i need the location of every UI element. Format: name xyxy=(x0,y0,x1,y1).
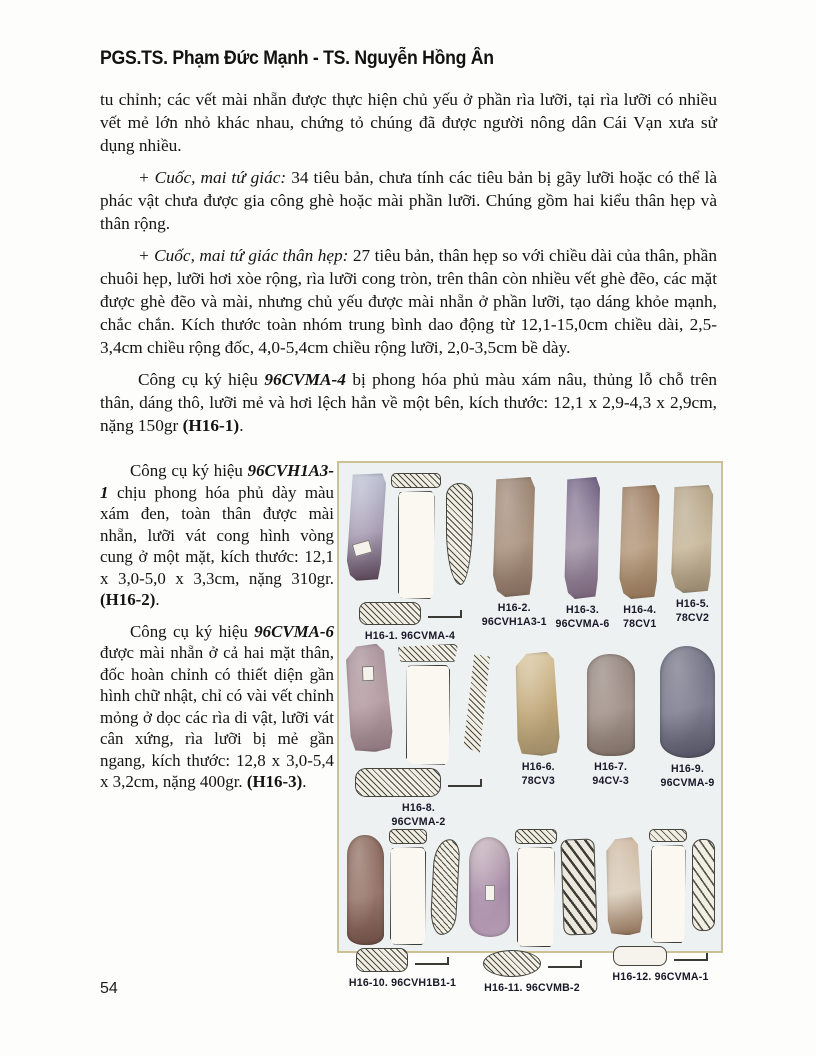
paragraph-text: 34 tiêu bản, chưa tính các tiêu bản bị gãy lưỡi hoặc có thể là phác vật chưa được gia công ghè hoặc mài phần lưỡi. Chúng gồm hai kiểu thân hẹp và thân rộng. xyxy=(100,168,717,233)
specimen-h16-12 xyxy=(606,829,715,985)
specimen-line-drawing xyxy=(390,847,426,945)
blade-profile-section-icon xyxy=(430,839,461,936)
figure-row xyxy=(347,829,715,996)
paragraph-text: được mài nhẵn ở cả hai mặt thân, đốc hoàn chỉnh có thiết diện gần hình chữ nhật, chỉ có vài vết chỉnh mỏng ở dọc các rìa di vật, lưỡi vát cân xứng, rìa lưỡi bị mẻ gần ngang, kích thước: 12,8 x 3,0-5,4 x 3,2cm, nặng 400gr. xyxy=(100,643,334,791)
cross-section-icon xyxy=(483,950,541,977)
specimen-shapes xyxy=(347,644,490,765)
paragraph-continuation xyxy=(100,88,717,157)
specimen-shapes xyxy=(660,644,715,758)
figure-reference: (H16-3) xyxy=(246,772,303,791)
specimen-shapes xyxy=(347,473,473,599)
specimen-label: H16-1. 96CVMA-4 xyxy=(364,630,456,642)
specimen-shapes xyxy=(469,829,596,947)
paragraph-cuoc-mai-tu-giac xyxy=(100,166,717,235)
specimen-line-drawing xyxy=(398,491,435,599)
specimen-h16-7 xyxy=(587,644,635,789)
paragraph-96cvma6 xyxy=(100,621,334,793)
paragraph-text: . xyxy=(302,772,307,791)
specimen-photo xyxy=(469,837,510,937)
top-cross-section-icon xyxy=(649,829,687,842)
specimen-photo xyxy=(618,485,661,599)
paragraph-96cvh1a3-1 xyxy=(100,460,334,611)
top-cross-section-icon xyxy=(391,473,441,488)
paragraph-than-hep xyxy=(100,244,717,359)
specimen-h16-9 xyxy=(660,644,715,791)
section-row xyxy=(356,948,449,972)
page-header-authors: PGS.TS. Phạm Đức Mạnh - TS. Nguyễn Hồng Ân xyxy=(100,48,494,69)
paragraph-96cvma4 xyxy=(100,368,717,437)
specimen-line-drawing xyxy=(517,847,555,947)
top-cross-section-icon xyxy=(389,829,427,844)
specimen-label: H16-6. 78CV3 xyxy=(521,760,556,787)
paragraph-text: Công cụ ký hiệu xyxy=(130,461,248,480)
specimen-label: H16-5. 78CV2 xyxy=(675,598,710,624)
term-italic: + Cuốc, mai tứ giác thân hẹp: xyxy=(138,246,349,265)
specimen-h16-10 xyxy=(347,829,458,991)
top-cross-section-icon xyxy=(398,644,458,662)
specimen-h16-6 xyxy=(515,644,561,789)
cross-section-icon xyxy=(356,948,408,972)
specimen-label: H16-7. 94CV-3 xyxy=(592,760,629,787)
cross-section-icon xyxy=(359,602,421,625)
blade-profile-section-icon xyxy=(446,483,473,585)
specimen-label: H16-12. 96CVMA-1 xyxy=(612,971,709,984)
paragraph-text: 27 tiêu bản, thân hẹp so với chiều dài của thân, phần chuôi hẹp, lưỡi hơi xòe rộng, rìa lưỡi cong tròn, trên thân còn nhiều vết ghè đẽo, các mặt được ghè đẽo và mài, nhưng chủ yếu được mài nhẵn ở phần lưỡi, tạo dáng khỏe mạnh, chắc chắn. Kích thước toàn nhóm trung bình dao động từ 12,1-15,0cm chiều dài, 2,5-3,4cm chiều rộng đốc, 4,0-5,4cm chiều rộng lưỡi, 2,0-3,5cm bề dày. xyxy=(100,246,717,357)
specimen-h16-5 xyxy=(670,473,715,626)
specimen-code: 96CVH1A3-1 xyxy=(100,461,334,502)
specimen-photo xyxy=(347,835,384,945)
specimen-photo xyxy=(587,654,635,756)
blade-profile-section-icon xyxy=(692,839,715,931)
section-row xyxy=(355,768,482,797)
specimen-photo xyxy=(670,485,715,593)
specimen-shapes xyxy=(515,644,561,756)
section-row xyxy=(359,602,462,625)
specimen-h16-4 xyxy=(618,473,661,632)
figure-row xyxy=(347,644,715,830)
specimen-h16-1 xyxy=(347,473,473,644)
specimen-photo xyxy=(345,472,388,581)
specimen-shapes xyxy=(670,473,715,593)
specimen-shapes xyxy=(492,473,537,597)
page-number: 54 xyxy=(100,980,118,997)
top-cross-section-icon xyxy=(515,829,557,844)
section-row xyxy=(613,946,708,966)
specimen-h16-3 xyxy=(555,473,609,632)
cross-section-icon xyxy=(613,946,667,966)
scale-bar-icon xyxy=(415,956,449,965)
specimen-h16-2 xyxy=(482,473,547,630)
scale-bar-icon xyxy=(548,959,582,968)
drawing-column xyxy=(389,829,427,945)
drawing-column xyxy=(649,829,687,943)
term-italic: + Cuốc, mai tứ giác: xyxy=(138,168,287,187)
figure-reference: (H16-2) xyxy=(100,590,156,609)
specimen-label: H16-9. 96CVMA-9 xyxy=(660,762,715,789)
specimen-code: 96CVMA-4 xyxy=(264,370,346,389)
specimen-line-drawing xyxy=(406,665,450,765)
blade-profile-section-icon xyxy=(463,654,490,754)
scale-bar-icon xyxy=(428,609,462,618)
specimen-label: H16-4. 78CV1 xyxy=(623,604,657,630)
paragraph-text: . xyxy=(155,590,160,609)
specimen-photo xyxy=(345,643,395,753)
scale-bar-icon xyxy=(674,952,708,961)
specimen-photo xyxy=(515,652,561,756)
specimen-code: 96CVMA-6 xyxy=(254,621,334,641)
cross-section-icon xyxy=(355,768,441,797)
specimen-label: H16-11. 96CVMB-2 xyxy=(484,982,580,995)
paragraph-text: Công cụ ký hiệu xyxy=(130,621,255,641)
specimen-photo xyxy=(492,477,537,597)
section-row xyxy=(483,950,582,977)
figure-reference: (H16-1) xyxy=(182,416,240,435)
specimen-shapes xyxy=(618,473,661,599)
paragraph-text: Công cụ ký hiệu xyxy=(138,370,265,389)
drawing-column xyxy=(515,829,557,947)
paragraph-text: bị phong hóa phủ màu xám nâu, thủng lỗ chỗ trên thân, dáng thô, lưỡi mẻ và hơi lệch hẳn về một bên, kích thước: 12,1 x 2,9-4,3 x 2,9cm, nặng 150gr xyxy=(100,370,717,435)
specimen-photo xyxy=(606,837,644,935)
blade-profile-section-icon xyxy=(560,839,597,936)
figure-plate xyxy=(337,461,723,995)
paragraph-text: tu chỉnh; các vết mài nhẵn được thực hiện chủ yếu ở phần rìa lưỡi, tại rìa lưỡi có nhiều vết mẻ lớn nhỏ khác nhau, chứng tỏ chúng đã được người nông dân Cái Vạn xưa sử dụng nhiều. xyxy=(100,90,717,155)
main-text-block xyxy=(100,88,717,446)
figure-row xyxy=(347,473,715,644)
specimen-shapes xyxy=(587,644,635,756)
specimen-h16-8 xyxy=(347,644,490,830)
specimen-label: H16-8. 96CVMA-2 xyxy=(391,801,446,828)
specimen-label: H16-3. 96CVMA-6 xyxy=(555,604,610,630)
specimen-label: H16-10. 96CVH1B1-1 xyxy=(348,977,457,990)
specimen-label: H16-2. 96CVH1A3-1 xyxy=(481,602,547,628)
drawing-column xyxy=(398,644,458,765)
specimen-shapes xyxy=(563,473,601,599)
paragraph-text: chịu phong hóa phủ dày màu xám đen, toàn thân được mài nhẵn, lưỡi vát cong hình vòng cung ở một mặt, kích thước: 12,1 x 3,0-5,0 x 3,3cm, nặng 310gr. xyxy=(100,482,334,588)
specimen-line-drawing xyxy=(651,845,686,943)
specimen-h16-11 xyxy=(469,829,596,996)
paragraph-text: . xyxy=(239,416,244,435)
specimen-photo xyxy=(660,646,715,758)
drawing-column xyxy=(391,473,441,599)
specimen-photo xyxy=(563,477,601,599)
specimen-shapes xyxy=(606,829,715,943)
scale-bar-icon xyxy=(448,778,482,787)
left-text-column xyxy=(100,460,334,803)
specimen-shapes xyxy=(347,829,458,945)
